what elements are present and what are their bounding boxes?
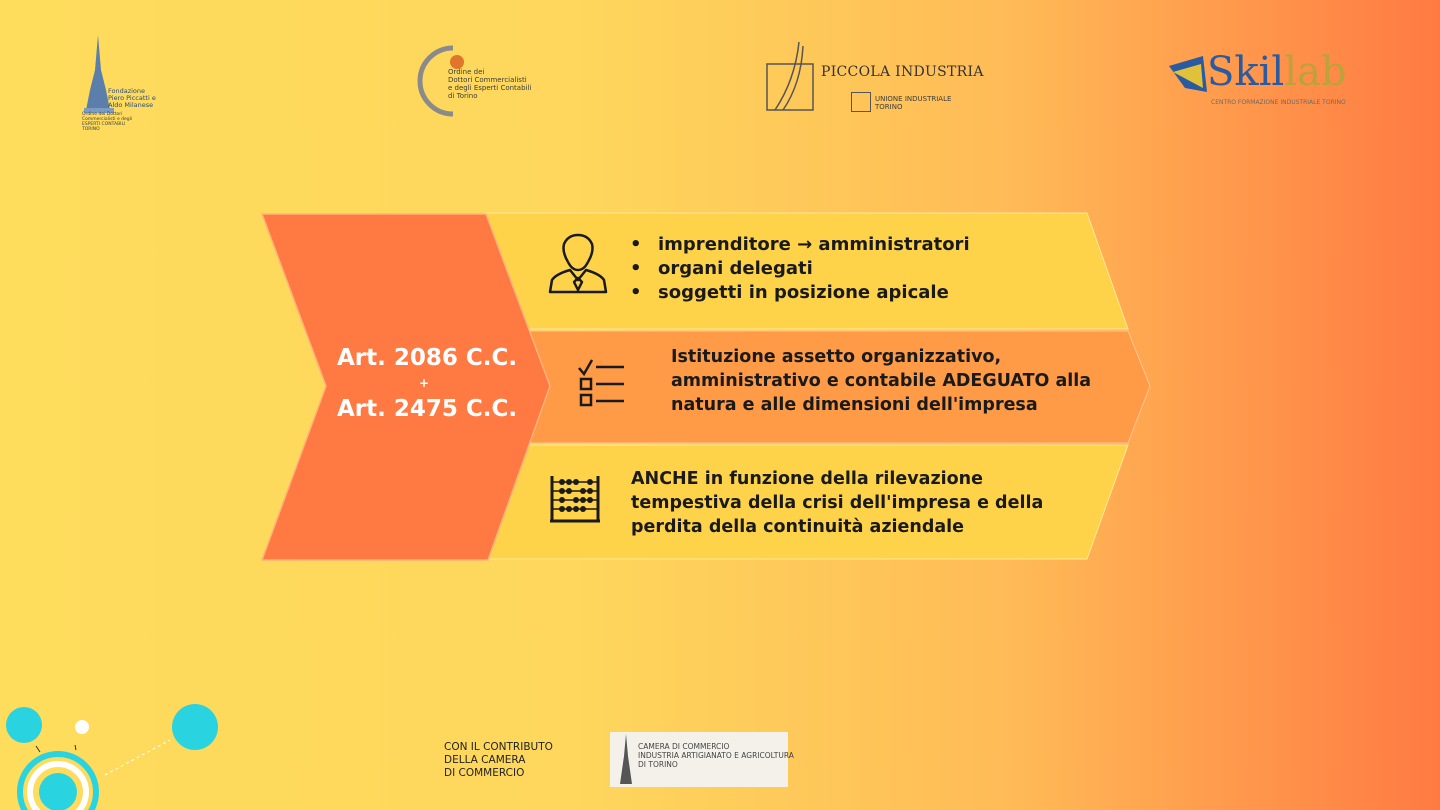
camera-line: INDUSTRIA ARTIGIANATO E AGRICOLTURA <box>638 751 794 760</box>
logo-ordine-line: Dottori Commercialisti <box>448 76 527 84</box>
abacus-icon <box>548 474 602 524</box>
contributo-line: CON IL CONTRIBUTO <box>444 741 553 753</box>
camera-line: DI TORINO <box>638 760 678 769</box>
art-2086-label: Art. 2086 C.C. <box>337 345 518 371</box>
skillab-name-a: Skil <box>1207 49 1285 95</box>
logo-ordine-line: di Torino <box>448 92 478 100</box>
row3-text-line: tempestiva della crisi dell'impresa e della <box>631 493 1044 513</box>
row1-bullet: • <box>630 282 642 303</box>
row1-bullet-text: soggetti in posizione apicale <box>658 282 949 303</box>
row1-bullet-text: imprenditore → amministratori <box>658 234 970 255</box>
logo-fondazione-line: Piero Piccatti e <box>108 94 156 102</box>
camera-line: CAMERA DI COMMERCIO <box>638 742 730 751</box>
contributo-text <box>444 741 553 780</box>
contributo-line: DI COMMERCIO <box>444 767 525 779</box>
logo-fondazione-line: Fondazione <box>108 87 146 95</box>
logo-fondazione-sub: TORINO <box>82 127 100 132</box>
logo-ordine-line: Ordine dei <box>448 68 485 76</box>
skillab-name-b: lab <box>1284 49 1347 95</box>
person-icon <box>546 232 610 296</box>
checklist-icon <box>576 358 628 410</box>
piccola-industria-sub: UNIONE INDUSTRIALE <box>875 95 952 103</box>
skillab-tagline: CENTRO FORMAZIONE INDUSTRIALE TORINO <box>1211 99 1346 106</box>
logo-ordine-line: e degli Esperti Contabili <box>448 84 532 92</box>
row2-text-line: Istituzione assetto organizzativo, <box>671 347 1002 367</box>
row2-text-line: natura e alle dimensioni dell'impresa <box>671 395 1038 415</box>
logo-fondazione-sub: Ordine dei Dottori <box>82 112 123 117</box>
row3-text-line: ANCHE in funzione della rilevazione <box>631 469 983 489</box>
piccola-industria-sub: TORINO <box>875 103 903 111</box>
plus-sign: + <box>419 376 430 390</box>
row3-text-line: perdita della continuità aziendale <box>631 517 965 537</box>
contributo-line: DELLA CAMERA <box>444 754 526 766</box>
row2-text-line: amministrativo e contabile ADEGUATO alla <box>671 371 1092 391</box>
decorative-circles <box>0 690 240 810</box>
logo-camera-commercio <box>610 732 794 787</box>
logo-fondazione-line: Aldo Milanese <box>108 101 154 109</box>
row1-bullet: • <box>630 258 642 279</box>
piccola-industria-title: PICCOLA INDUSTRIA <box>821 64 984 80</box>
logo-fondazione-sub: Commercialisti e degli <box>82 117 133 122</box>
mole-small-icon <box>614 734 638 786</box>
row1-bullet: • <box>630 234 642 255</box>
logo-fondazione-sub: ESPERTI CONTABILI <box>82 122 126 127</box>
art-2475-label: Art. 2475 C.C. <box>337 396 518 422</box>
row1-bullet-text: organi delegati <box>658 258 813 279</box>
